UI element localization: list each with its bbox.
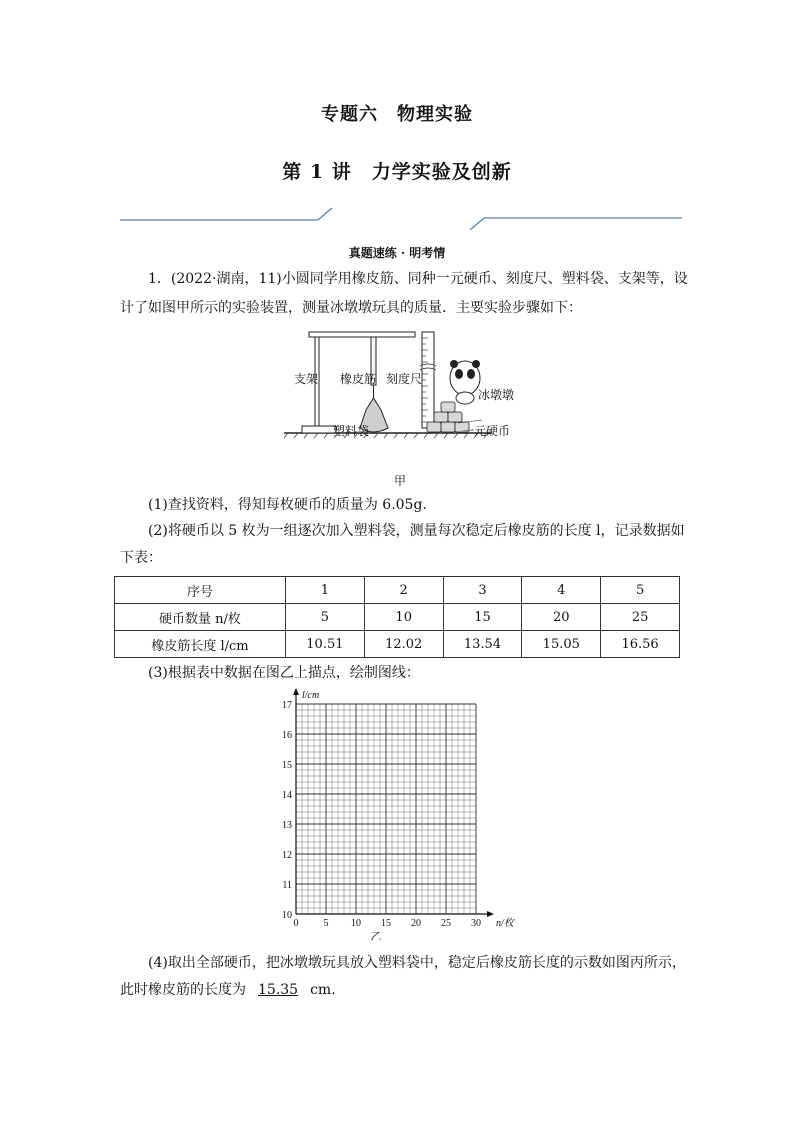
- step1-text: (1)查找资料，得知每枚硬币的质量为 6.05g.: [148, 497, 427, 513]
- figure-jia-caption: 甲: [394, 474, 407, 488]
- step4-answer: 15.35: [258, 982, 299, 998]
- graph-paper-chart: [270, 688, 520, 940]
- y-tick-label: 10: [282, 910, 292, 921]
- label-ruler: 刻度尺: [386, 372, 423, 386]
- table-cell: 1: [286, 577, 365, 604]
- table-cell: 3: [443, 577, 522, 604]
- data-table: [114, 576, 680, 658]
- table-row: [115, 631, 680, 658]
- table-cell: 15.05: [522, 631, 601, 658]
- label-bag: 塑料袋: [333, 424, 370, 438]
- table-cell: 4: [522, 577, 601, 604]
- x-tick-label: 25: [441, 918, 451, 929]
- x-tick-label: 5: [323, 918, 329, 929]
- x-tick-label: 0: [293, 918, 299, 929]
- x-axis-arrow: [487, 911, 494, 917]
- question-intro-line2: 计了如图甲所示的实验装置，测量冰墩墩玩具的质量．主要实验步骤如下：: [120, 300, 582, 316]
- label-toy: 冰墩墩: [478, 388, 515, 402]
- label-stand: 支架: [294, 372, 319, 386]
- table-cell: 25: [601, 604, 680, 631]
- table-row: [115, 577, 680, 604]
- label-coins: 一元硬币: [462, 424, 511, 438]
- apparatus-figure: [282, 328, 515, 488]
- step4-prefix: 此时橡皮筋的长度为: [120, 982, 246, 998]
- table-cell: 橡皮筋长度 l/cm: [115, 631, 286, 658]
- x-tick-label: 20: [411, 918, 421, 929]
- step3-text: (3)根据表中数据在图乙上描点，绘制图线：: [148, 665, 420, 681]
- y-tick-label: 17: [282, 700, 292, 711]
- table-cell: 5: [286, 604, 365, 631]
- y-tick-label: 14: [282, 790, 292, 801]
- x-tick-label: 10: [351, 918, 361, 929]
- x-tick-label: 15: [381, 918, 391, 929]
- title-divider: [118, 200, 684, 230]
- chapter-title: 专题六 物理实验: [321, 104, 473, 125]
- step2-text-line1: (2)将硬币以 5 枚为一组逐次加入塑料袋，测量每次稳定后橡皮筋的长度 l，记录数据如: [148, 523, 685, 539]
- table-cell: 2: [364, 577, 443, 604]
- table-cell: 16.56: [601, 631, 680, 658]
- y-tick-label: 16: [282, 730, 292, 741]
- table-cell: 硬币数量 n/枚: [115, 604, 286, 631]
- table-cell: 12.02: [364, 631, 443, 658]
- stand-base: [302, 426, 336, 433]
- stand-arm: [309, 332, 415, 337]
- question-intro-line1: 1．(2022·湖南，11)小圆同学用橡皮筋、同种一元硬币、刻度尺、塑料袋、支架等，设: [148, 271, 688, 287]
- x-tick-label: 30: [471, 918, 481, 929]
- table-cell: 20: [522, 604, 601, 631]
- label-rubber-band: 橡皮筋: [340, 372, 377, 386]
- step4-suffix: cm.: [310, 982, 336, 998]
- table-cell: 10: [364, 604, 443, 631]
- y-tick-label: 15: [282, 760, 292, 771]
- x-axis-label: n/枚: [496, 918, 514, 929]
- table-cell: 10.51: [286, 631, 365, 658]
- table-row: [115, 604, 680, 631]
- step2-text-line2: 下表：: [120, 550, 162, 566]
- y-axis-arrow: [293, 688, 299, 695]
- table-cell: 序号: [115, 577, 286, 604]
- step4-text-line1: (4)取出全部硬币，把冰墩墩玩具放入塑料袋中，稳定后橡皮筋长度的示数如图丙所示，: [148, 955, 686, 971]
- table-cell: 15: [443, 604, 522, 631]
- section-label: 真题速练 · 明考情: [348, 246, 446, 260]
- y-tick-label: 12: [282, 850, 292, 861]
- toy-icon: [450, 360, 480, 404]
- y-axis-label: l/cm: [302, 690, 320, 701]
- figure-yi-caption: 乙: [370, 931, 382, 940]
- y-tick-label: 13: [282, 820, 292, 831]
- step4-text-line2: [120, 977, 690, 1003]
- y-tick-label: 11: [282, 880, 292, 891]
- lesson-title: 第 1 讲 力学实验及创新: [282, 161, 512, 183]
- table-cell: 5: [601, 577, 680, 604]
- table-cell: 13.54: [443, 631, 522, 658]
